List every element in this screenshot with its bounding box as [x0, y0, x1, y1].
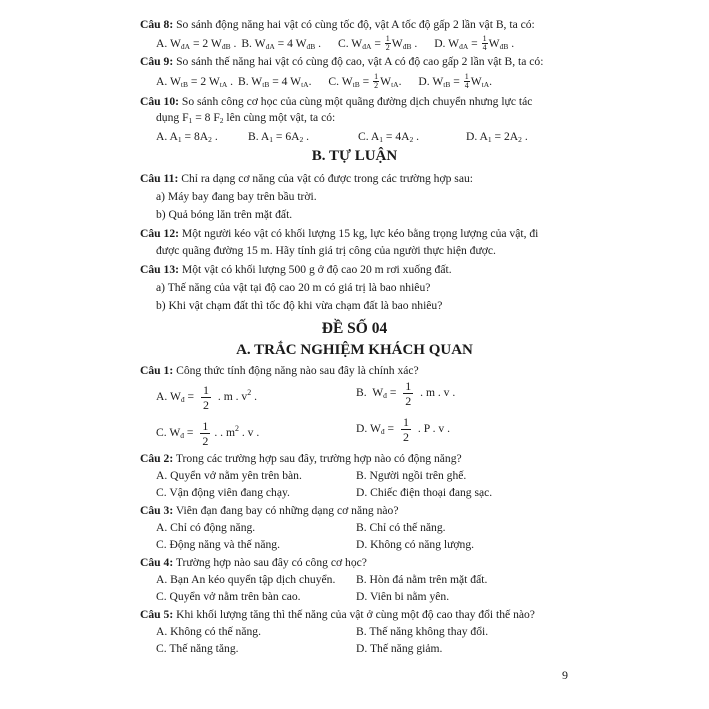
p-question-4-option-a: A. Bạn An kéo quyển tập dịch chuyển.	[156, 573, 336, 586]
exam-title: ĐỀ SỐ 04	[321, 320, 388, 337]
p-question-4-option-c: C. Quyển vở nằm trên bàn cao.	[156, 590, 301, 603]
p-question-4-option-b: B. Hòn đá nằm trên mặt đất.	[356, 573, 488, 586]
p-question-2-option-b: B. Người ngồi trên ghế.	[356, 469, 467, 482]
p-question-5-option-c: C. Thế năng tăng.	[156, 642, 239, 655]
question-12-stem-2: được quãng đường 15 m. Hãy tính giá trị công của người thực hiện được.	[156, 244, 496, 257]
p-question-1-option-a: A. Wđ = $\frac{1}{2}$ . m . $v^2$ .	[156, 382, 258, 412]
question-8-stem: Câu 8: So sánh động năng hai vật có cùng tốc độ, vật A tốc độ gấp 2 lần vật B, ta có:	[140, 18, 535, 31]
question-13-stem: Câu 13: Một vật có khối lượng 500 g ở độ cao 20 m rơi xuống đất.	[140, 263, 452, 276]
section-a-heading: A. TRẮC NGHIỆM KHÁCH QUAN	[236, 342, 473, 358]
p-question-1-stem: Câu 1: Công thức tính động năng nào sau đây là chính xác?	[140, 364, 419, 377]
p-question-3-option-a: A. Chỉ có động năng.	[156, 521, 256, 534]
option-c: C. WđA = $\frac{1}{2}$ WđB .	[337, 34, 418, 52]
p-question-2-option-a: A. Quyển vở nằm yên trên bàn.	[156, 469, 302, 482]
question-13-b: b) Khi vật chạm đất thì tốc độ khi vừa chạm đất là bao nhiêu?	[156, 299, 443, 312]
option-c: C. WtB = $\frac{1}{2}$ WtA.	[328, 72, 402, 90]
p-question-2-stem: Câu 2: Trong các trường hợp sau đây, trường hợp nào có động năng?	[140, 452, 462, 465]
p-question-2-option-d: D. Chiếc điện thoại đang sạc.	[356, 486, 493, 499]
question-12-stem: Câu 12: Một người kéo vật có khối lượng 15 kg, lực kéo bằng trọng lượng của vật, đi	[140, 227, 539, 240]
p-question-3-option-b: B. Chỉ có thế năng.	[356, 521, 446, 534]
question-8-options	[156, 36, 514, 53]
question-11-b: b) Quả bóng lăn trên mặt đất.	[156, 208, 293, 221]
p-question-3-option-c: C. Động năng và thế năng.	[156, 538, 280, 551]
p-question-5-option-b: B. Thế năng không thay đổi.	[356, 625, 489, 638]
question-10-option-d: D. A1 = 2A2 .	[466, 130, 528, 144]
option-a: A. WđA = 2 WđB .	[156, 37, 237, 52]
option-b: B. WđA = 4 WđB .	[241, 37, 322, 52]
section-b-heading: B. TỰ LUẬN	[311, 148, 398, 164]
question-10-option-c: C. A1 = 4A2 .	[358, 130, 420, 144]
question-10-option-a: A. A1 = 8A2 .	[156, 130, 218, 144]
option-b: B. WtB = 4 WtA.	[237, 75, 312, 90]
question-9-options	[156, 74, 492, 91]
p-question-1-option-b: B. Wđ = $\frac{1}{2}$ . m . v .	[356, 378, 456, 408]
question-11-a: a) Máy bay đang bay trên bầu trời.	[156, 190, 317, 203]
option-d: D. WđA = $\frac{1}{4}$ WđB .	[434, 34, 515, 52]
option-a: A. WtB = 2 WtA .	[156, 75, 234, 90]
p-question-5-stem: Câu 5: Khi khối lượng tăng thì thế năng của vật ở cùng một độ cao thay đổi thế nào?	[140, 608, 535, 621]
p-question-3-stem: Câu 3: Viên đạn đang bay có những dạng cơ năng nào?	[140, 504, 399, 517]
question-9-stem: Câu 9: So sánh thế năng hai vật có cùng độ cao, vật A có độ cao gấp 2 lần vật B, ta có:	[140, 55, 544, 68]
p-question-5-option-d: D. Thế năng giảm.	[356, 642, 443, 655]
question-10-option-b: B. A1 = 6A2 .	[248, 130, 310, 144]
p-question-2-option-c: C. Vận động viên đang chạy.	[156, 486, 290, 499]
option-d: D. WtB = $\frac{1}{4}$ WtA.	[418, 72, 493, 90]
p-question-1-option-d: D. Wđ = $\frac{1}{2}$ . P . v .	[356, 414, 451, 444]
p-question-5-option-a: A. Không có thế năng.	[156, 625, 261, 638]
question-10-stem: Câu 10: So sánh công cơ học của cùng một quãng đường dịch chuyển nhưng lực tác	[140, 95, 533, 108]
p-question-3-option-d: D. Không có năng lượng.	[356, 538, 475, 551]
question-13-a: a) Thế năng của vật tại độ cao 20 m có giá trị là bao nhiêu?	[156, 281, 431, 294]
p-question-4-option-d: D. Viên bi nằm yên.	[356, 590, 450, 603]
question-11-stem: Câu 11: Chỉ ra dạng cơ năng của vật có được trong các trường hợp sau:	[140, 172, 473, 185]
question-10-stem-2: dụng F1 = 8 F2 lên cùng một vật, ta có:	[156, 111, 336, 125]
page-number: 9	[562, 668, 568, 682]
p-question-4-stem: Câu 4: Trường hợp nào sau đây có công cơ học?	[140, 556, 367, 569]
p-question-1-option-c: C. Wđ = $\frac{1}{2}$ . . $m^2$ . v .	[156, 418, 260, 448]
